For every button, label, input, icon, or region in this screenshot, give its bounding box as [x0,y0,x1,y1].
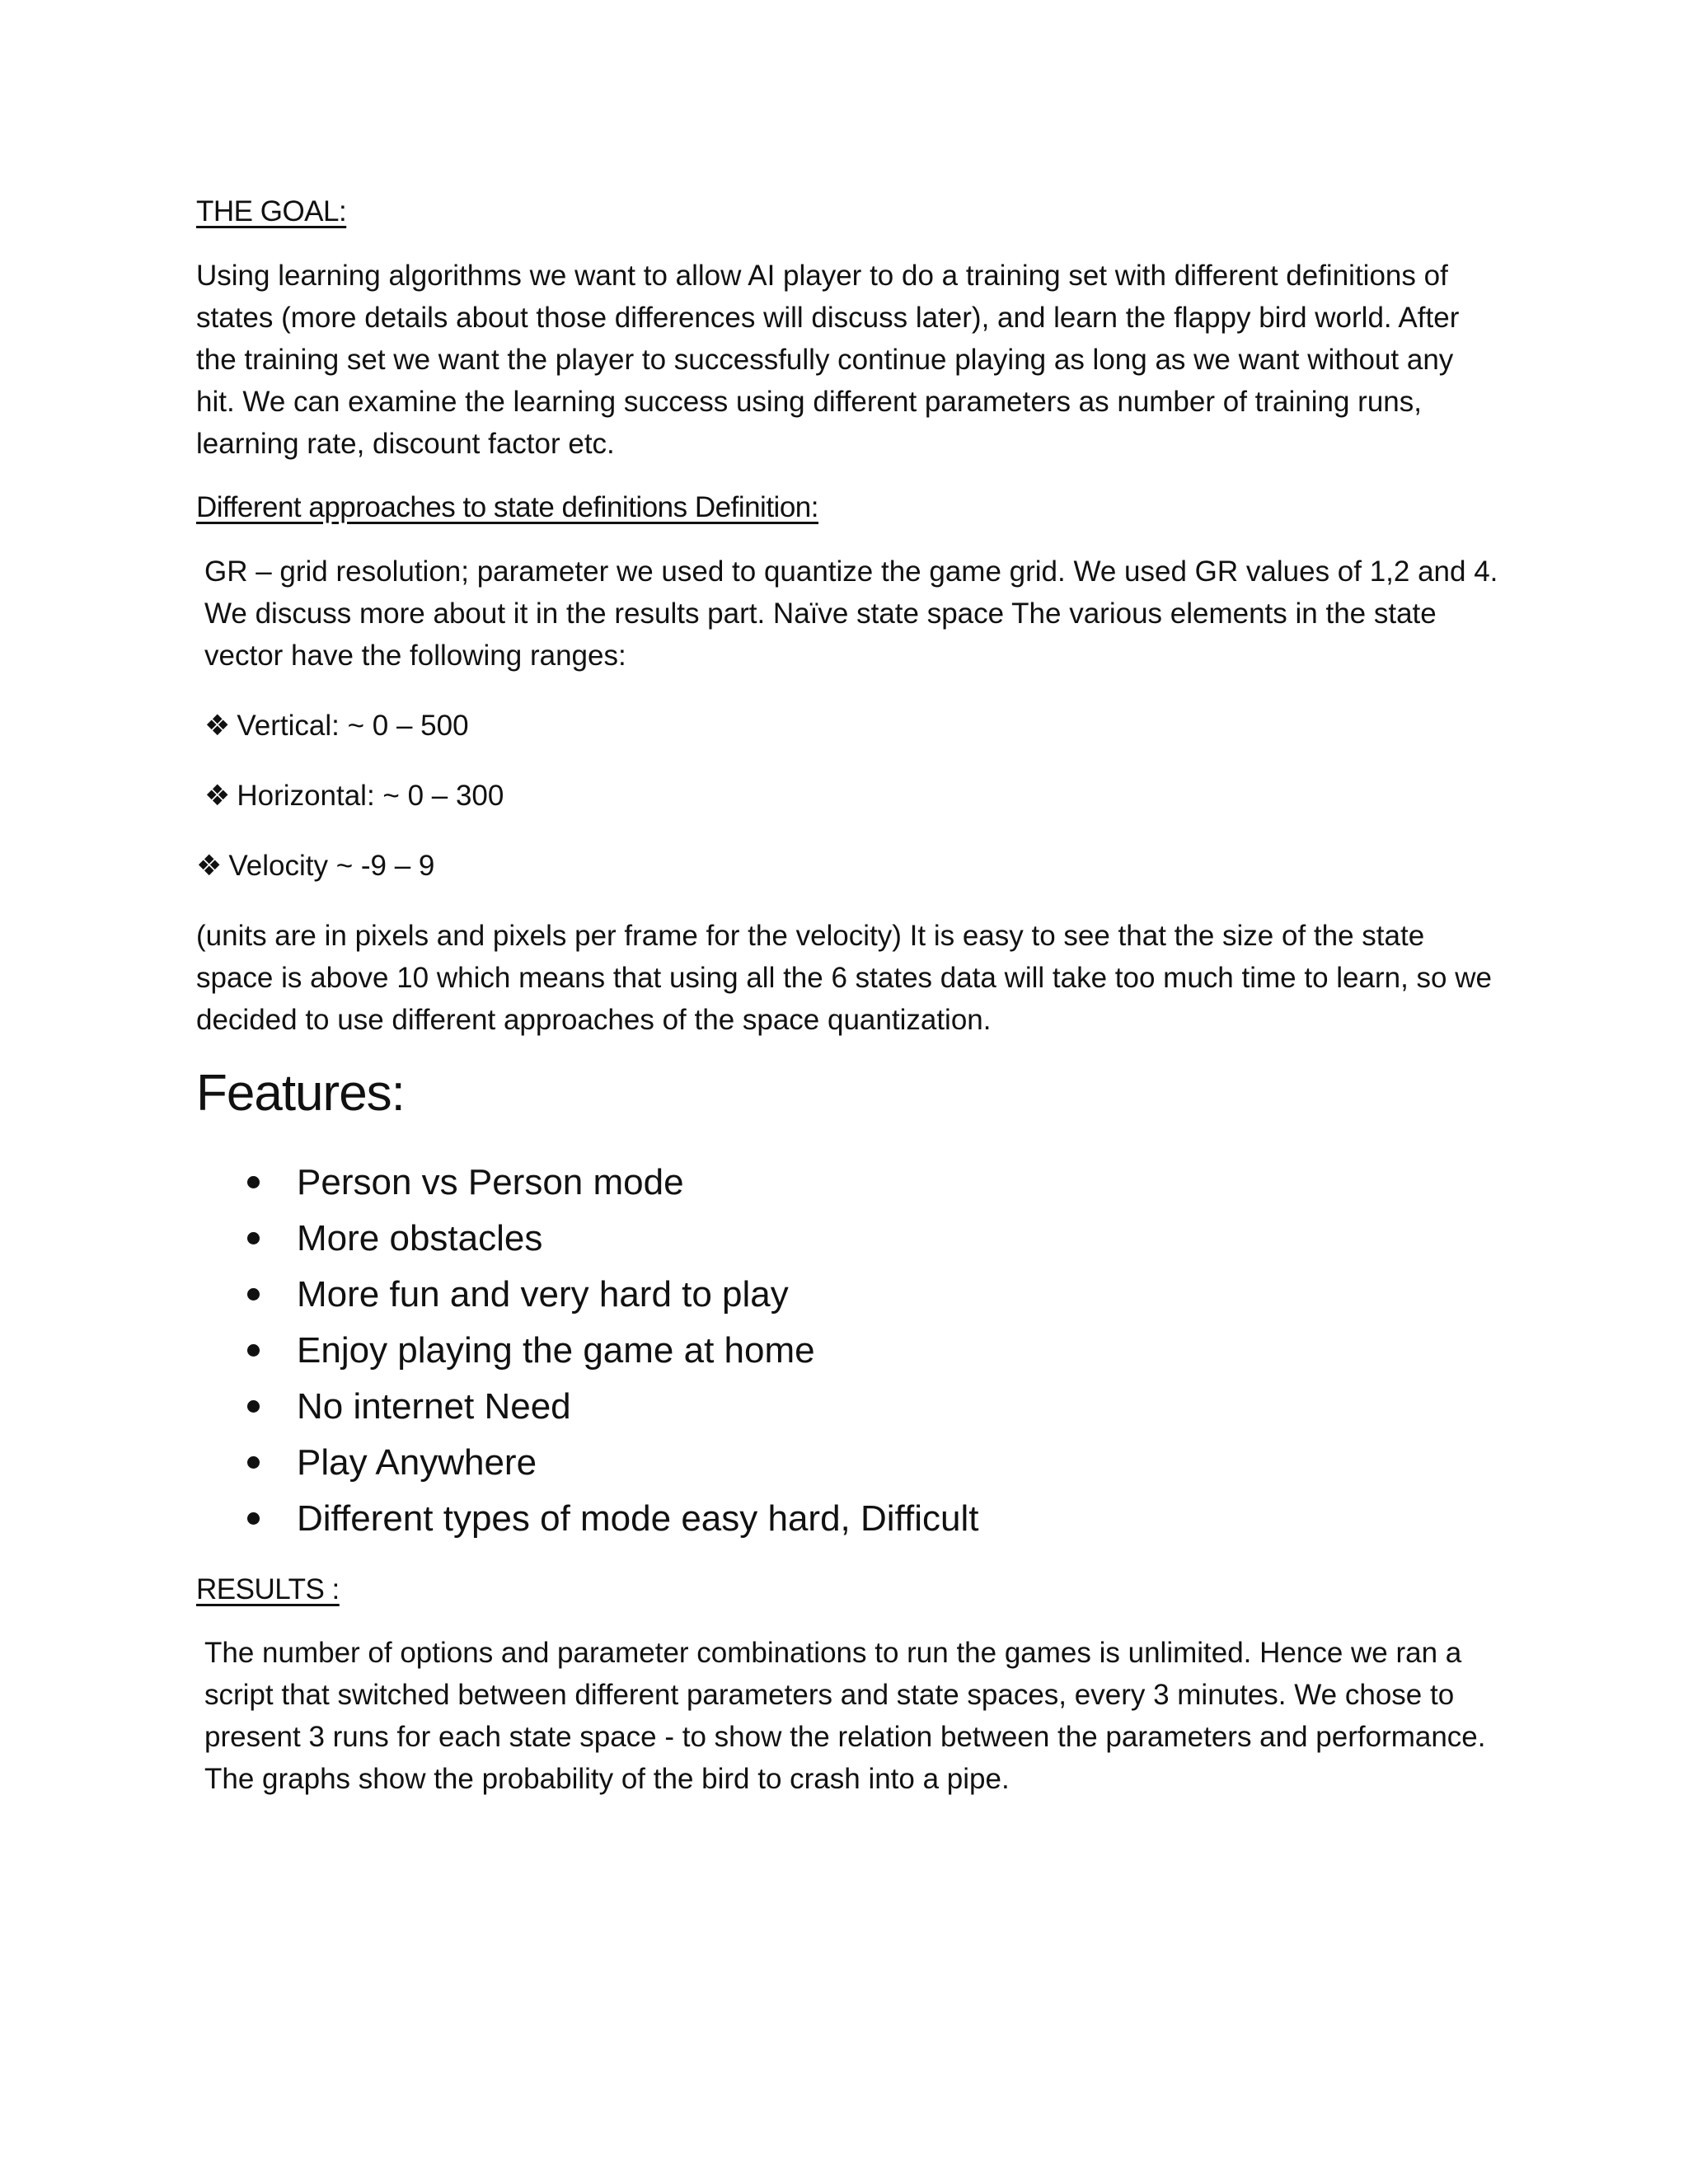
list-item [196,1379,1498,1435]
document-page [196,194,1498,1825]
approaches-heading: Different approaches to state definitions Definition: [196,490,818,523]
feature-text: Enjoy playing the game at home [297,1329,815,1371]
features-heading: Features: [196,1064,405,1122]
bullet-dot-icon [247,1176,260,1188]
bullet-dot-icon [247,1344,260,1357]
list-item [196,1155,1498,1211]
results-paragraph: The number of options and parameter combinations to run the games is unlimited. Hence we ran a script that switched between different parameters and state spaces, every 3 minutes. We chose to present 3 runs for each state space - to show the relation between the parameters and performance. The graphs show the probability of the bird to crash into a pipe. [204,1637,1486,1796]
feature-text: Different types of mode easy hard, Difficult [297,1497,979,1539]
diamond-bullet-icon: ❖ [204,709,231,742]
feature-text: Play Anywhere [297,1441,537,1483]
diamond-bullet-icon: ❖ [196,849,223,882]
goal-heading: THE GOAL: [196,195,347,227]
list-item [196,1267,1498,1323]
range-text: Vertical: ~ 0 – 500 [237,709,469,742]
bullet-dot-icon [247,1456,260,1469]
approaches-paragraph: GR – grid resolution; parameter we used to quantize the game grid. We used GR values of 1,2 and 4. We discuss more about it in the results part. Naïve state space The various elements in the state vector have the following ranges: [204,555,1498,672]
bullet-dot-icon [247,1232,260,1244]
bullet-dot-icon [247,1400,260,1413]
list-item [196,1435,1498,1491]
list-item [196,1491,1498,1547]
bullet-dot-icon [247,1288,260,1301]
range-item-vertical [196,705,1498,747]
list-item [196,1211,1498,1267]
feature-text: More fun and very hard to play [297,1273,789,1315]
range-text: Horizontal: ~ 0 – 300 [237,779,504,812]
range-item-horizontal [196,775,1498,817]
units-paragraph: (units are in pixels and pixels per frame for the velocity) It is easy to see that the size of the state space is above 10 which means that using all the 6 states data will take too much time to learn, so we decided to use different approaches of the space quantization. [196,919,1492,1036]
feature-text: No internet Need [297,1385,571,1427]
feature-text: More obstacles [297,1217,543,1258]
range-item-velocity [196,845,1498,887]
diamond-bullet-icon: ❖ [204,779,231,812]
goal-paragraph: Using learning algorithms we want to allow AI player to do a training set with different definitions of states (more details about those differences will discuss later), and learn the flappy bird world. After the training set we want the player to successfully continue playing as long as we want without any hit. We can examine the learning success using different parameters as number of training runs, learning rate, discount factor etc. [196,259,1460,460]
results-heading: RESULTS : [196,1572,340,1605]
list-item [196,1323,1498,1379]
feature-text: Person vs Person mode [297,1161,684,1202]
bullet-dot-icon [247,1512,260,1525]
range-text: Velocity ~ -9 – 9 [228,849,435,882]
features-list [196,1155,1498,1547]
